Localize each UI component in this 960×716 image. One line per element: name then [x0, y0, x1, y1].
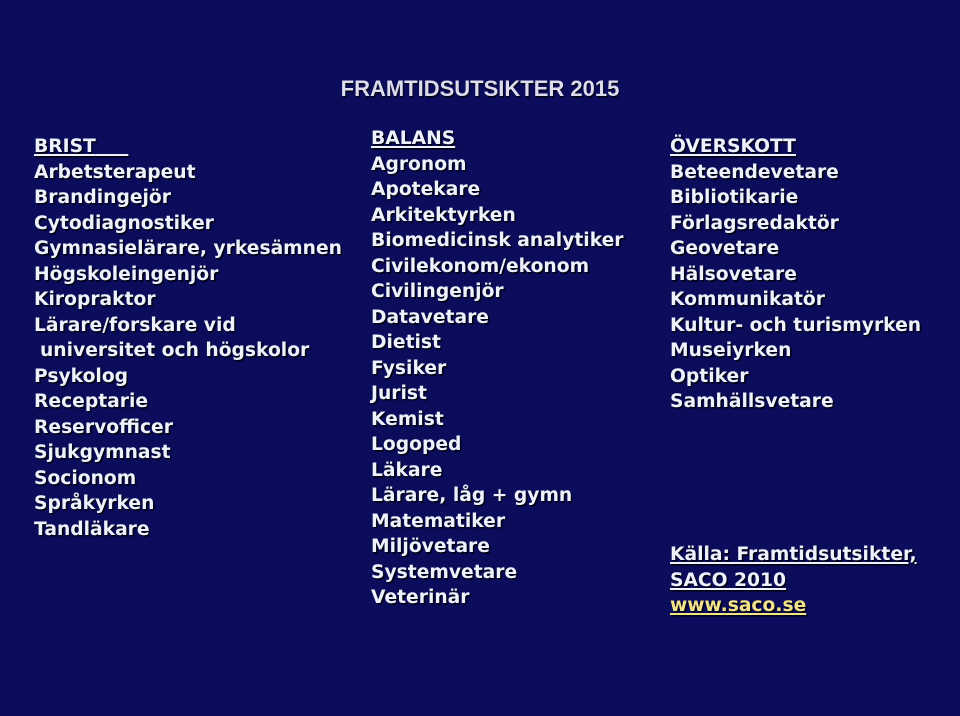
list-item: Samhällsvetare — [670, 391, 834, 412]
column-brist — [34, 134, 342, 542]
list-item: Dietist — [371, 332, 441, 353]
list-item: Geovetare — [670, 238, 780, 259]
source-line-label: Källa: Framtidsutsikter, — [670, 544, 917, 565]
slide-title: FRAMTIDSUTSIKTER 2015 — [340, 76, 620, 101]
source-line — [670, 568, 917, 594]
list-item: Optiker — [670, 365, 749, 387]
list-item: Civilekonom/ekonom — [371, 255, 590, 277]
list-item: Agronom — [371, 153, 467, 175]
list-item: Högskoleingenjör — [34, 263, 219, 285]
list-item: Matematiker — [371, 510, 506, 532]
list-item: Arbetsterapeut — [34, 161, 196, 183]
list-item: Kommunikatör — [670, 289, 825, 310]
source-line — [670, 542, 917, 568]
list-item: Lärare/forskare vid — [34, 314, 236, 336]
list-item: Systemvetare — [371, 561, 518, 583]
list-item: Reservofficer — [34, 416, 173, 438]
list-item: Kiropraktor — [34, 289, 156, 310]
list-item: Kemist — [371, 408, 444, 430]
list-item: Fysiker — [371, 357, 447, 379]
list-item-continuation: universitet och högskolor — [40, 340, 310, 361]
list-item: Psykolog — [34, 365, 129, 387]
column-balans — [371, 126, 624, 611]
list-item: Brandingejör — [34, 187, 171, 208]
source-link[interactable]: www.saco.se — [670, 595, 807, 616]
list-item: Tandläkare — [34, 518, 150, 540]
list-item: Jurist — [371, 383, 427, 404]
list-item: Datavetare — [371, 306, 489, 328]
list-item: Museiyrken — [670, 340, 792, 361]
list-item: Civilingenjör — [371, 281, 504, 302]
list-item: Miljövetare — [371, 536, 490, 557]
source-line-label: SACO 2010 — [670, 569, 787, 591]
list-item: Bibliotikarie — [670, 187, 799, 208]
list-item: Hälsovetare — [670, 263, 797, 285]
column-overskott — [670, 134, 921, 415]
list-item: Veterinär — [371, 587, 470, 608]
source-link-row — [670, 593, 917, 619]
list-item: Socionom — [34, 467, 137, 489]
list-item: Cytodiagnostiker — [34, 212, 214, 234]
source-citation — [670, 542, 917, 619]
list-item: Apotekare — [371, 179, 481, 200]
list-item: Lärare, låg + gymn — [371, 485, 573, 506]
list-item: Logoped — [371, 434, 462, 455]
list-item: Sjukgymnast — [34, 442, 171, 463]
list-item: Receptarie — [34, 391, 149, 412]
heading-balans-label: BALANS — [371, 128, 456, 149]
list-item: Läkare — [371, 459, 443, 481]
heading-overskott — [670, 134, 921, 160]
list-item: Beteendevetare — [670, 161, 839, 183]
list-item: Arkitektyrken — [371, 204, 516, 226]
list-item: Kultur- och turismyrken — [670, 314, 922, 336]
list-item: Biomedicinsk analytiker — [371, 230, 624, 251]
heading-brist-label: BRIST — [34, 136, 96, 157]
list-item: Gymnasielärare, yrkesämnen — [34, 238, 342, 259]
list-item: Förlagsredaktör — [670, 212, 839, 234]
heading-brist — [34, 134, 342, 160]
list-item: Språkyrken — [34, 493, 155, 514]
heading-balans — [371, 126, 624, 152]
heading-overskott-label: ÖVERSKOTT — [670, 136, 796, 157]
